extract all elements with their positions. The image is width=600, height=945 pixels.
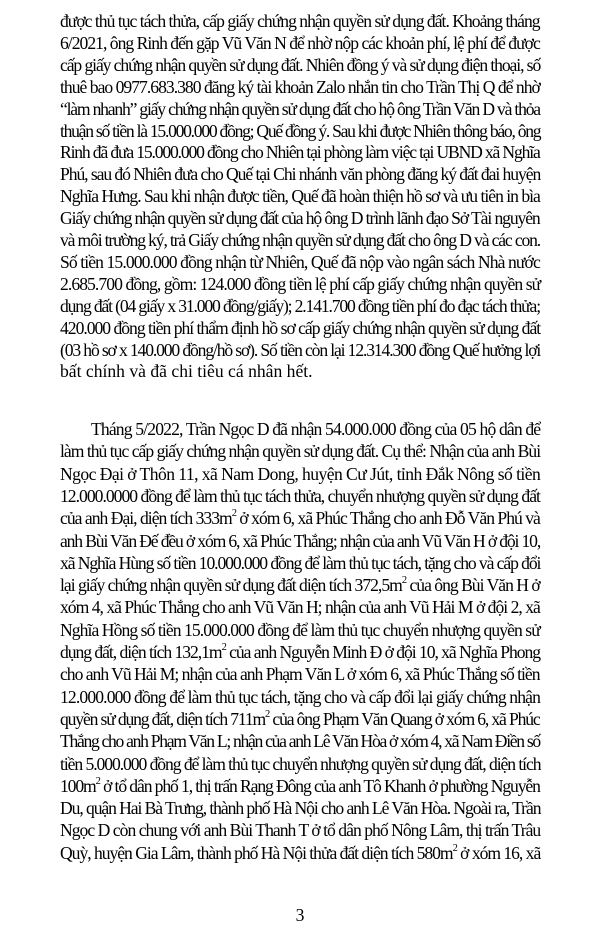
text-line: Phú, sau đó Nhiên đưa cho Quế tại Chi nhánh văn phòng đăng ký đất đai huyện <box>60 164 541 185</box>
text-line: 420.000 đồng tiền phí thẩm định hồ sơ cấp giấy chứng nhận quyền sử dụng đất <box>60 317 541 338</box>
text-line: Số tiền 15.000.000 đồng nhận từ Nhiên, Quế đã nộp vào ngân sách Nhà nước <box>60 251 540 272</box>
text-line: Rinh đã đưa 15.000.000 đồng cho Nhiên tại phòng làm việc tại UBND xã Nghĩa <box>60 142 540 163</box>
text-line: tiền 5.000.000 đồng để làm thủ tục chuyển nhượng quyền sử dụng đất, diện tích <box>60 753 541 774</box>
text-line: 2.685.700 đồng, gồm: 124.000 đồng tiền lệ phí cấp giấy chứng nhận quyền sử <box>60 273 541 294</box>
text-line: được thủ tục tách thửa, cấp giấy chứng nhận quyền sử dụng đất. Khoảng tháng <box>60 11 540 31</box>
text-line: Ngọc D còn chung với anh Bùi Thanh T ở tổ dân phố Nông Lâm, thị trấn Trâu <box>60 820 541 841</box>
text-line: Du, quận Hai Bà Trưng, thành phố Hà Nội cho anh Lê Văn Hòa. Ngoài ra, Trần <box>60 798 541 819</box>
text-line: 12.000.000 đồng để làm thủ tục tách, tặng cho và cấp đổi lại giấy chứng nhận <box>60 686 541 707</box>
text-line: quyền sử dụng đất, diện tích $711m^2$ của ông Phạm Văn Quang ở xóm 6, xã Phúc <box>60 708 540 729</box>
text-line: lại giấy chứng nhận quyền sử dụng đất diện tích $372,5m^2$ của ông Bùi Văn H ở <box>60 575 540 596</box>
text-line: anh Bùi Văn Đế đều ở xóm 6, xã Phúc Thắng; nhận của anh Vũ Văn H ở đội 10, <box>60 530 541 551</box>
text-line: “làm nhanh” giấy chứng nhận quyền sử dụng đất cho hộ ông Trần Văn D và thỏa <box>60 98 540 119</box>
text-line: bất chính và đã chi tiêu cá nhân hết. <box>60 361 313 382</box>
text-line: thuận số tiền là 15.000.000 đồng; Quế đồng ý. Sau khi được Nhiên thông báo, ông <box>60 120 541 141</box>
text-line: xóm 4, xã Phúc Thắng cho anh Vũ Văn H; nhận của anh Vũ Hải M ở đội 2, xã <box>60 597 540 618</box>
text-line: dụng đất, diện tích $132,1m^2$ của anh Nguyễn Minh Đ ở đội 10, xã Nghĩa Phong <box>60 642 540 662</box>
text-line: xã Nghĩa Hùng số tiền 10.000.000 đồng để làm thủ tục tách, tặng cho và cấp đổi <box>60 552 541 573</box>
text-line: (03 hồ sơ x 140.000 đồng/hồ sơ). Số tiền còn lại 12.314.300 đồng Quế hưởng lợi <box>60 339 541 360</box>
text-line: làm thủ tục cấp giấy chứng nhận quyền sử dụng đất. Cụ thể: Nhận của anh Bùi <box>60 441 541 462</box>
text-line: Tháng 5/2022, Trần Ngọc D đã nhận 54.000.000 đồng của 05 hộ dân để <box>91 419 541 439</box>
text-line: Ngọc Đại ở Thôn 11, xã Nam Dong, huyện Cư Jút, tỉnh Đắk Nông số tiền <box>60 463 541 484</box>
text-line: cấp giấy chứng nhận quyền sử dụng đất. Nhiên đồng ý và sử dụng điện thoại, số <box>60 54 541 75</box>
text-line: Nghĩa Hưng. Sau khi nhận được tiền, Quế đã hoàn thiện hồ sơ và ưu tiên in bìa <box>60 186 540 207</box>
page-number: 3 <box>295 905 305 925</box>
text-line: $100m^2$ ở tổ dân phố 1, thị trấn Rạng Đông của anh Tô Khanh ở phường Nguyễn <box>60 775 540 796</box>
text-line: Quỳ, huyện Gia Lâm, thành phố Hà Nội thửa đất diện tích $580m^2$ ở xóm 16, xã <box>60 842 541 863</box>
text-line: Giấy chứng nhận quyền sử dụng đất của hộ ông D trình lãnh đạo Sở Tài nguyên <box>60 208 540 229</box>
text-line: dụng đất (04 giấy x 31.000 đồng/giấy); 2.141.700 đồng tiền phí đo đạc tách thửa; <box>60 295 540 316</box>
text-line: Nghĩa Hồng số tiền 15.000.000 đồng để làm thủ tục chuyển nhượng quyền sử <box>60 619 540 640</box>
text-line: của anh Đại, diện tích $333m^2$ ở xóm 6, xã Phúc Thắng cho anh Đỗ Văn Phú và <box>60 508 540 529</box>
text-line: 6/2021, ông Rinh đến gặp Vũ Văn N để nhờ nộp các khoản phí, lệ phí để được <box>60 32 540 53</box>
text-line: cho anh Vũ Hải M; nhận của anh Phạm Văn L ở xóm 6, xã Phúc Thắng số tiền <box>60 664 540 685</box>
text-line: và môi trường ký, trả Giấy chứng nhận quyền sử dụng đất cho ông D và các con. <box>60 230 541 250</box>
text-line: thuê bao 0977.683.380 đăng ký tài khoản Zalo nhắn tin cho Trần Thị Q để nhờ <box>60 76 540 97</box>
text-line: Thắng cho anh Phạm Văn L; nhận của anh Lê Văn Hòa ở xóm 4, xã Nam Điền số <box>60 731 540 752</box>
text-line: 12.000.0000 đồng để làm thủ tục tách thửa, chuyển nhượng quyền sử dụng đất <box>60 485 540 506</box>
